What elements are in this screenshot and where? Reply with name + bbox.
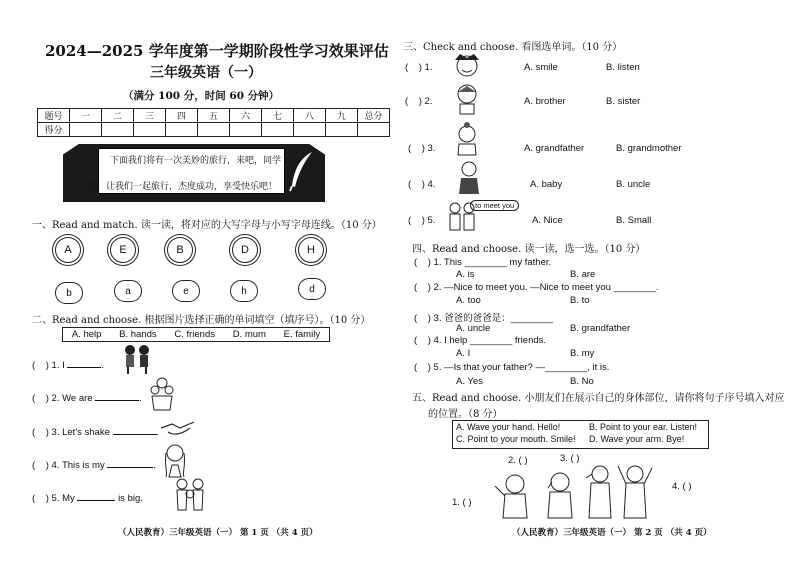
four-kids-image [490, 458, 660, 520]
family-image [172, 476, 208, 512]
score-header-cell: 九 [326, 109, 358, 123]
q4-3-a[interactable]: A. uncle [456, 323, 491, 334]
q2-row-4: ( ) 4. This is my . [32, 460, 156, 471]
label-3[interactable]: 3. ( ) [560, 453, 580, 464]
word-family: E. family [283, 329, 321, 340]
score-header-cell: 一 [70, 109, 102, 123]
score-input-cell[interactable] [326, 123, 358, 137]
q3-4-a[interactable]: A. baby [530, 179, 563, 190]
q4-row-3: ( ) 3. 爸爸的爸爸是：________ [414, 313, 553, 324]
q4-1-a[interactable]: A. is [456, 269, 475, 280]
handshake-image [160, 416, 196, 438]
option-A: A. Wave your hand. Hello! [456, 422, 561, 432]
option-C: C. Point to your mouth. Smile! [456, 434, 576, 444]
q3-3-a[interactable]: A. grandfather [524, 143, 585, 154]
q3-5-a[interactable]: A. Nice [532, 215, 563, 226]
section-1-title: 一、Read and match. 读一读，将对应的大写字母与小写字母连线。（10 分） [32, 220, 382, 231]
word-friends: C. friends [174, 329, 215, 340]
score-input-cell[interactable] [166, 123, 198, 137]
section-4-title: 四、Read and choose. 读一读，选一选。（10 分） [412, 244, 646, 255]
score-header-cell: 题号 [38, 109, 70, 123]
score-header-cell: 三 [134, 109, 166, 123]
q3-5-b[interactable]: B. Small [616, 215, 652, 226]
score-header-cell: 四 [166, 109, 198, 123]
q3-1-b[interactable]: B. listen [606, 62, 640, 73]
q3-2-a[interactable]: A. brother [524, 96, 566, 107]
score-input-cell[interactable] [70, 123, 102, 137]
friends-group-image [148, 376, 176, 412]
q4-4-b[interactable]: B. my [570, 348, 595, 359]
label-2[interactable]: 2. ( ) [508, 455, 528, 466]
q3-row-1: ( ) 1. [405, 62, 433, 73]
q3-row-4: ( ) 4. [408, 179, 436, 190]
score-input-cell[interactable] [102, 123, 134, 137]
q4-1-b[interactable]: B. are [570, 269, 596, 280]
boy-image [452, 82, 482, 116]
option-B: B. Point to your ear. Listen! [589, 422, 698, 432]
page-title: 2024—2025 学年度第一学期阶段性学习效果评估 [45, 42, 389, 60]
label-1[interactable]: 1. ( ) [452, 497, 472, 508]
q4-2-b[interactable]: B. to [570, 295, 590, 306]
q2-blank-5[interactable] [77, 491, 115, 501]
q2-blank-3[interactable] [113, 425, 157, 435]
uppercase-E[interactable]: E [110, 237, 136, 263]
score-input-cell[interactable] [198, 123, 230, 137]
score-header-cell: 八 [294, 109, 326, 123]
q3-row-3: ( ) 3. [408, 143, 436, 154]
score-header-cell: 二 [102, 109, 134, 123]
uncle-image [455, 160, 485, 196]
lowercase-h[interactable]: h [230, 280, 258, 302]
uppercase-B[interactable]: B [167, 237, 193, 263]
q4-row-5: ( ) 5. —Is that your father? —________, it is. [414, 362, 610, 373]
q4-row-1: ( ) 1. This ________ my father. [414, 257, 552, 268]
q3-row-2: ( ) 2. [405, 96, 433, 107]
option-D: D. Wave your arm. Bye! [589, 434, 685, 444]
q4-4-a[interactable]: A. I [456, 348, 471, 359]
word-mum: D. mum [232, 329, 266, 340]
score-input-cell[interactable] [262, 123, 294, 137]
lowercase-e[interactable]: e [172, 280, 200, 302]
quill-pen-icon [286, 150, 316, 192]
uppercase-A[interactable]: A [55, 237, 81, 263]
q4-row-4: ( ) 4. I help ________ friends. [414, 335, 547, 346]
section-5-title-1: 五、Read and choose. 小朋友们在展示自己的身体部位，请你将句子序号填入对应 [412, 393, 785, 404]
speech-bubble: to meet you [470, 200, 519, 211]
score-input-cell[interactable] [134, 123, 166, 137]
q2-blank-2[interactable] [95, 391, 139, 401]
q2-row-1: ( ) 1. I . [32, 360, 105, 371]
word-hands: B. hands [119, 329, 157, 340]
lowercase-b[interactable]: b [55, 282, 83, 304]
score-label-cell: 得分 [38, 123, 70, 137]
section-3-title: 三、Check and choose. 看图选单词。（10 分） [403, 42, 623, 53]
q2-row-2: ( ) 2. We are . [32, 393, 142, 404]
q4-3-b[interactable]: B. grandfather [570, 323, 631, 334]
right-footer: （人民教育）三年级英语（一） 第 2 页 （共 4 页） [512, 528, 712, 538]
uppercase-H[interactable]: H [298, 237, 324, 263]
score-header-cell: 七 [262, 109, 294, 123]
smiling-girl-image [450, 50, 484, 82]
uppercase-D[interactable]: D [232, 237, 258, 263]
word-help: A. help [71, 329, 102, 340]
word-bank [62, 327, 330, 342]
q3-4-b[interactable]: B. uncle [616, 179, 651, 190]
mum-image [160, 443, 190, 479]
lowercase-a[interactable]: a [114, 280, 142, 302]
q3-row-5: ( ) 5. [408, 215, 436, 226]
label-4[interactable]: 4. ( ) [672, 481, 692, 492]
body-parts-options [452, 420, 709, 449]
q3-1-a[interactable]: A. smile [524, 62, 558, 73]
q3-3-b[interactable]: B. grandmother [616, 143, 682, 154]
q4-2-a[interactable]: A. too [456, 295, 481, 306]
q4-row-2: ( ) 2. —Nice to meet you. —Nice to meet you ________. [414, 282, 659, 293]
score-input-cell[interactable] [358, 123, 390, 137]
score-header-cell: 六 [230, 109, 262, 123]
left-footer: （人民教育）三年级英语（一） 第 1 页 （共 4 页） [118, 528, 318, 538]
q4-5-b[interactable]: B. No [570, 376, 594, 387]
q4-5-a[interactable]: A. Yes [456, 376, 483, 387]
banner-text-2: 们，让我们一起旅行，杰度成功，享受快乐吧！ [88, 182, 278, 192]
banner-text-1: 下面我们将有一次美妙的旅行，来吧，同学 [110, 156, 282, 166]
q2-row-3: ( ) 3. Let's shake . [32, 427, 160, 438]
grandmother-image [452, 122, 482, 156]
score-input-cell[interactable] [294, 123, 326, 137]
lowercase-d[interactable]: d [298, 278, 326, 300]
q2-blank-4[interactable] [107, 458, 153, 468]
score-table [37, 108, 390, 137]
score-header-cell: 总分 [358, 109, 390, 123]
page-subtitle: 三年级英语（一） [150, 65, 262, 81]
score-header-cell: 五 [198, 109, 230, 123]
section-2-title: 二、Read and choose. 根据图片选择正确的单词填空（填序号）。（10 分） [32, 315, 371, 326]
q3-2-b[interactable]: B. sister [606, 96, 641, 107]
two-kids-helping-image [120, 343, 154, 375]
section-5-title-2: 的位置。（8 分） [428, 409, 503, 420]
q2-blank-1[interactable] [67, 358, 101, 368]
score-input-cell[interactable] [230, 123, 262, 137]
score-note: （满分 100 分，时间 60 分钟） [123, 90, 280, 102]
q2-row-5: ( ) 5. My is big. [32, 493, 143, 504]
